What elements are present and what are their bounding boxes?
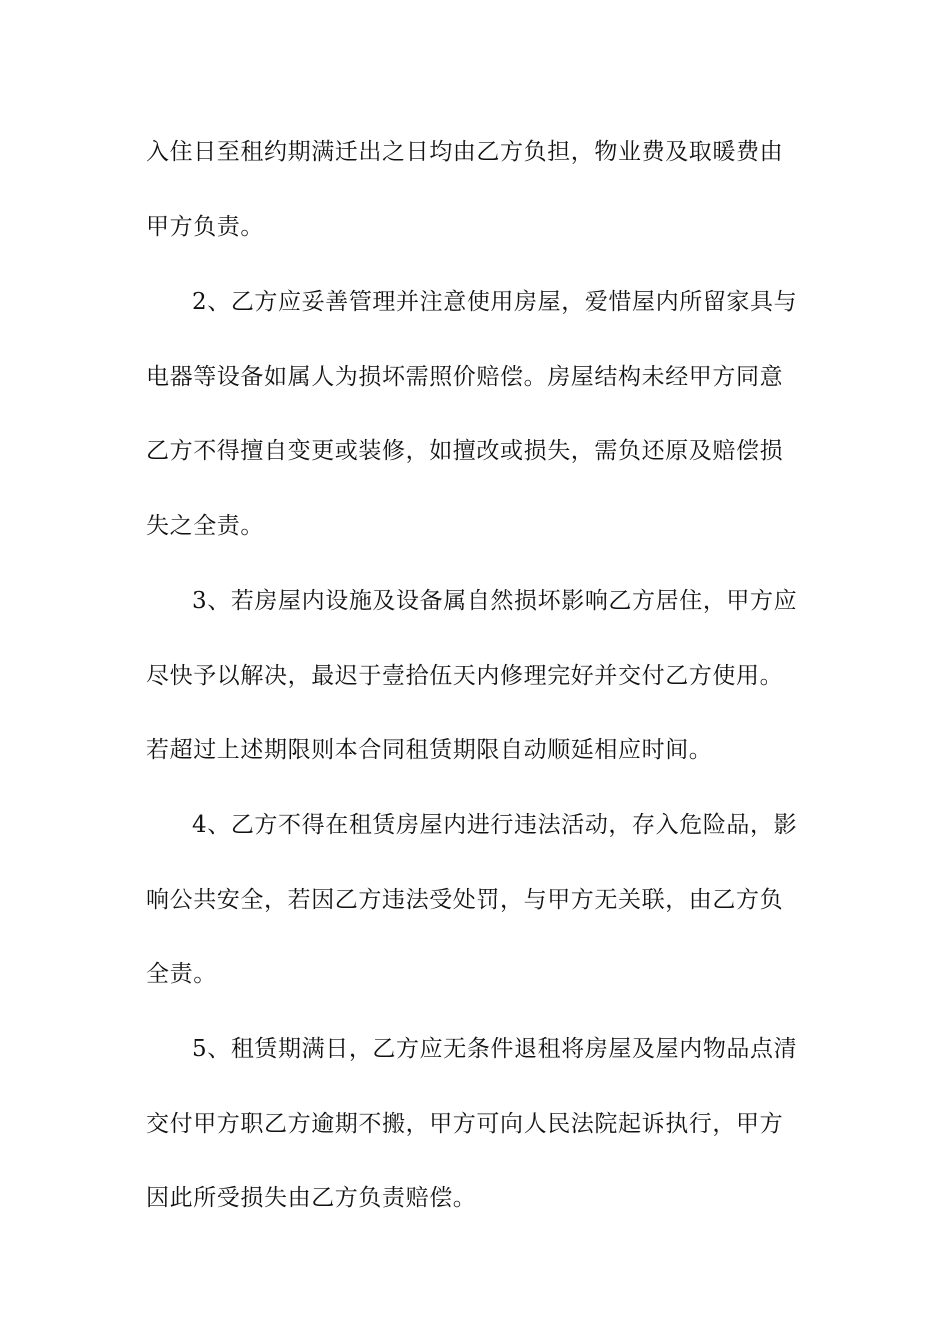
paragraph-4-line-2: 响公共安全，若因乙方违法受处罚，与甲方无关联，由乙方负: [146, 887, 784, 913]
paragraph-4-line-1: 4、乙方不得在租赁房屋内进行违法活动，存入危险品，影: [192, 812, 798, 838]
paragraph-2-line-2: 电器等设备如属人为损坏需照价赔偿。房屋结构未经甲方同意: [146, 364, 784, 390]
paragraph-3-line-1: 3、若房屋内设施及设备属自然损坏影响乙方居住，甲方应: [192, 588, 798, 614]
paragraph-5-line-3: 因此所受损失由乙方负责赔偿。: [146, 1185, 477, 1211]
paragraph-1-line-1: 入住日至租约期满迁出之日均由乙方负担，物业费及取暖费由: [146, 139, 784, 165]
paragraph-4-line-3: 全责。: [146, 961, 217, 987]
paragraph-3-line-2: 尽快予以解决，最迟于壹拾伍天内修理完好并交付乙方使用。: [146, 663, 784, 689]
paragraph-2-line-3: 乙方不得擅自变更或装修，如擅改或损失，需负还原及赔偿损: [146, 438, 784, 464]
paragraph-5-line-2: 交付甲方职乙方逾期不搬，甲方可向人民法院起诉执行，甲方: [146, 1111, 784, 1137]
paragraph-2-line-4: 失之全责。: [146, 513, 264, 539]
paragraph-5-line-1: 5、租赁期满日，乙方应无条件退租将房屋及屋内物品点清: [192, 1036, 798, 1062]
paragraph-3-line-3: 若超过上述期限则本合同租赁期限自动顺延相应时间。: [146, 737, 713, 763]
paragraph-1-line-2: 甲方负责。: [146, 214, 264, 240]
paragraph-2-line-1: 2、乙方应妥善管理并注意使用房屋，爱惜屋内所留家具与: [192, 289, 798, 315]
